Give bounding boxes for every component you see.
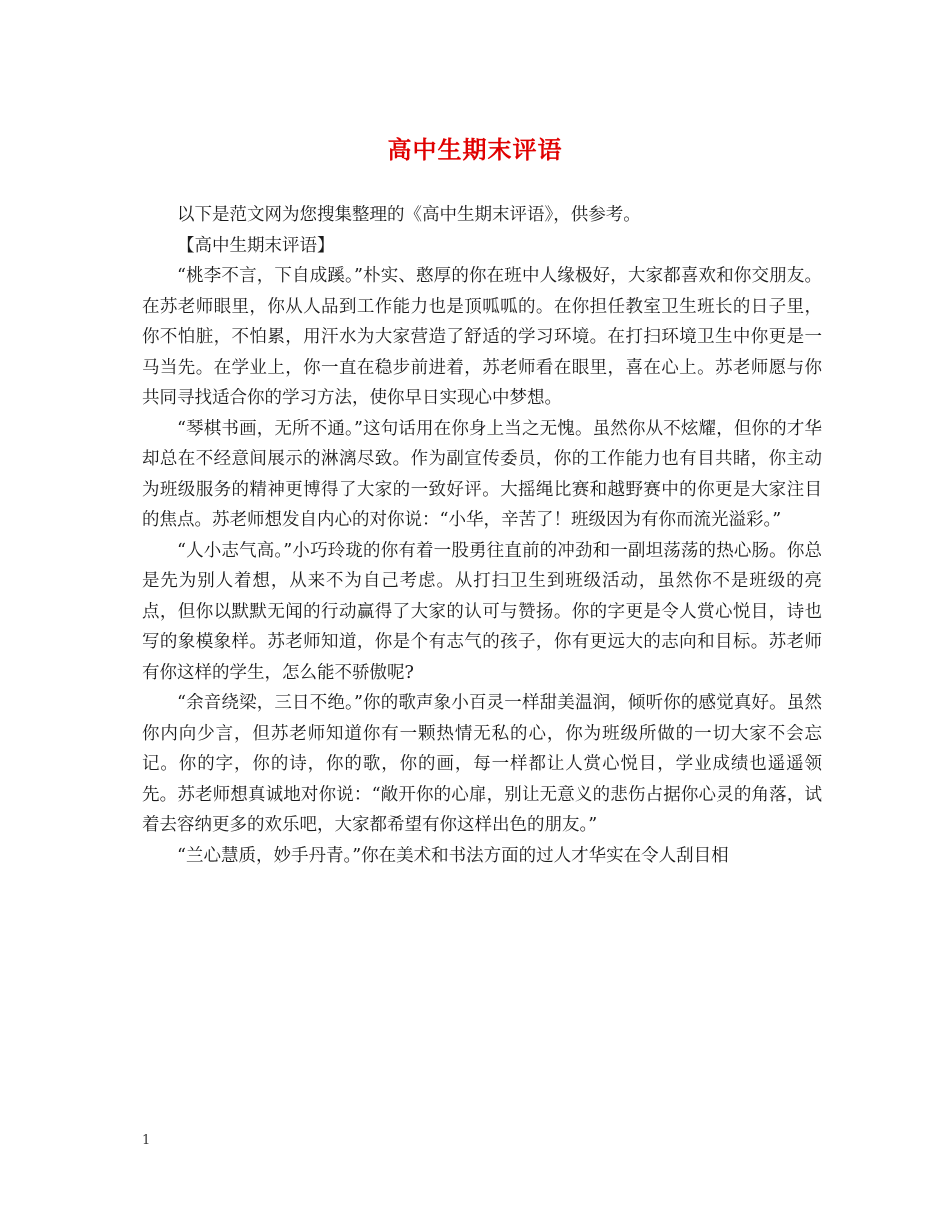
page-number: 1 bbox=[142, 1133, 151, 1148]
intro-paragraph: 以下是范文网为您搜集整理的《高中生期末评语》，供参考。 bbox=[177, 205, 641, 225]
comment-paragraph: “兰心慧质，妙手丹青。”你在美术和书法方面的过人才华实在令人刮目相 bbox=[177, 845, 729, 866]
comment-paragraph: “余音绕梁，三日不绝。”你的歌声象小百灵一样甜美温润，倾听你的感觉真好。虽然你内向少言，但苏老师知道你有一颗热情无私的心，你为班级所做的一切大家不会忘记。你的字，你的诗，你的歌，你的画，每一样都让人赏心悦目，学业成绩也遥遥领先。苏老师想真诚地对你说：“敞开你的心扉，别让无意义的悲伤占据你心灵的角落，试着去容纳更多的欢乐吧，大家都希望有你这样出色的朋友。” bbox=[142, 693, 822, 835]
document-body bbox=[142, 200, 822, 871]
comment-paragraph: “琴棋书画，无所不通。”这句话用在你身上当之无愧。虽然你从不炫耀，但你的才华却总在不经意间展示的淋漓尽致。作为副宣传委员，你的工作能力也有目共睹，你主动为班级服务的精神更博得了大家的一致好评。大摇绳比赛和越野赛中的你更是大家注目的焦点。苏老师想发自内心的对你说：“小华，辛苦了！班级因为有你而流光溢彩。” bbox=[142, 418, 822, 530]
document-title: 高中生期末评语 bbox=[387, 135, 563, 164]
comment-paragraph: “桃李不言，下自成蹊。”朴实、憨厚的你在班中人缘极好，大家都喜欢和你交朋友。在苏老师眼里，你从人品到工作能力也是顶呱呱的。在你担任教室卫生班长的日子里，你不怕脏，不怕累，用汗水为大家营造了舒适的学习环境。在打扫环境卫生中你更是一马当先。在学业上，你一直在稳步前进着，苏老师看在眼里，喜在心上。苏老师愿与你共同寻找适合你的学习方法，使你早日实现心中梦想。 bbox=[142, 266, 822, 408]
section-heading: 【高中生期末评语】 bbox=[177, 235, 335, 256]
comment-paragraph: “人小志气高。”小巧玲珑的你有着一股勇往直前的冲劲和一副坦荡荡的热心肠。你总是先为别人着想，从来不为自己考虑。从打扫卫生到班级活动，虽然你不是班级的亮点，但你以默默无闻的行动赢得了大家的认可与赞扬。你的字更是令人赏心悦目，诗也写的象模象样。苏老师知道，你是个有志气的孩子，你有更远大的志向和目标。苏老师有你这样的学生，怎么能不骄傲呢? bbox=[142, 540, 822, 683]
